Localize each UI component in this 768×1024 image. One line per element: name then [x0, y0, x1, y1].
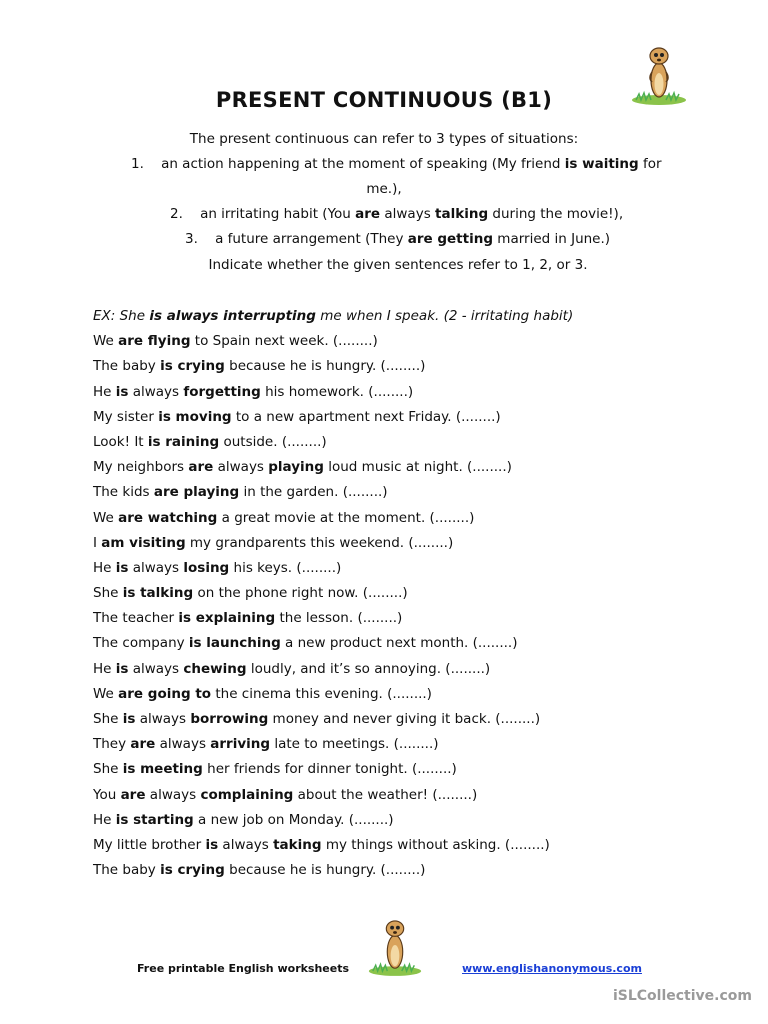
sentence-text: always	[128, 559, 184, 576]
sentence-text: always	[135, 711, 191, 727]
verb-phrase: is always interrupting	[149, 308, 316, 324]
verb-phrase: are going to	[118, 685, 212, 702]
sentence-text: He	[93, 383, 116, 400]
sentence-item	[93, 455, 713, 480]
sentence-text: We	[93, 509, 119, 526]
sentence-text: I	[93, 534, 102, 551]
sentence-text: Look! It	[93, 433, 148, 450]
intro-item-3	[185, 231, 725, 247]
sentence-text: always	[145, 786, 201, 803]
verb-phrase: are	[188, 459, 214, 476]
sentence-item	[93, 581, 713, 606]
verb-phrase: chewing	[183, 660, 247, 677]
footer-tagline: Free printable English worksheets	[137, 962, 350, 975]
sentence-text: in the garden. (........)	[239, 484, 388, 501]
item-2-bold-1: are	[355, 206, 381, 222]
sentence-text: always	[155, 736, 211, 753]
meerkat-footer-illustration	[367, 915, 423, 977]
intro-item-1	[131, 156, 691, 172]
sentence-text: She	[93, 711, 123, 727]
verb-phrase: losing	[183, 559, 230, 576]
verb-phrase: is starting	[115, 811, 194, 828]
verb-phrase: complaining	[200, 786, 294, 803]
verb-phrase: is talking	[122, 585, 194, 602]
watermark: iSLCollective.com	[612, 988, 752, 1004]
sentence-text: her friends for dinner tonight. (........)	[202, 761, 457, 778]
sentence-text: always	[128, 383, 184, 400]
sentence-text: The kids	[93, 484, 154, 501]
sentence-text: They	[93, 736, 131, 753]
sentence-text: because he is hungry. (........)	[224, 862, 426, 879]
verb-phrase: is crying	[160, 358, 225, 375]
verb-phrase: borrowing	[190, 711, 269, 727]
sentence-item	[93, 531, 713, 556]
sentence-text: about the weather! (........)	[293, 786, 478, 803]
item-2-bold-2: talking	[435, 206, 489, 222]
sentence-text: my things without asking. (........)	[321, 836, 550, 853]
sentence-item	[93, 657, 713, 682]
footer-website-link[interactable]: www.englishanonymous.com	[462, 962, 642, 975]
sentence-item	[93, 480, 713, 505]
sentence-text: on the phone right now. (........)	[193, 585, 408, 602]
example-sentence	[93, 304, 713, 329]
sentence-text: He	[93, 660, 116, 677]
sentence-item	[93, 858, 713, 883]
sentence-text: always	[128, 660, 184, 677]
item-3-text-c: married in June.)	[493, 231, 611, 247]
item-2-text-c: always	[380, 206, 436, 222]
sentence-item	[93, 556, 713, 581]
sentence-text: The baby	[93, 358, 161, 375]
verb-phrase: is meeting	[122, 761, 203, 778]
sentence-item	[93, 354, 713, 379]
verb-phrase: am visiting	[101, 534, 186, 551]
sentence-item	[93, 783, 713, 808]
sentence-item	[93, 682, 713, 707]
verb-phrase: are watching	[118, 509, 218, 526]
verb-phrase: is	[122, 711, 136, 727]
sentence-text: a new product next month. (........)	[280, 635, 518, 652]
sentence-item	[93, 707, 713, 732]
sentence-item	[93, 329, 713, 354]
sentence-text: a great movie at the moment. (........)	[217, 509, 475, 526]
verb-phrase: are	[130, 736, 156, 753]
verb-phrase: is raining	[147, 433, 220, 450]
sentence-text: outside. (........)	[219, 433, 327, 450]
sentence-text: You	[93, 786, 121, 803]
item-1-text-a: an action happening at the moment of speaking (My friend	[161, 156, 565, 172]
sentence-text: We	[93, 685, 119, 702]
sentence-text: late to meetings. (........)	[270, 736, 439, 753]
sentence-item	[93, 506, 713, 531]
sentence-text: to a new apartment next Friday. (........)	[231, 408, 501, 425]
sentence-text: me when I speak. (2 - irritating habit)	[315, 308, 574, 324]
intro-item-1-cont: me.),	[366, 181, 402, 197]
verb-phrase: arriving	[210, 736, 271, 753]
sentence-text: loudly, and it’s so annoying. (........)	[246, 660, 491, 677]
sentence-item	[93, 430, 713, 455]
item-2-text-a: an irritating habit (You	[200, 206, 356, 222]
sentence-item	[93, 757, 713, 782]
verb-phrase: is explaining	[178, 610, 276, 627]
verb-phrase: is crying	[160, 862, 225, 879]
sentence-text: his homework. (........)	[260, 383, 414, 400]
item-2-text-e: during the movie!),	[488, 206, 624, 222]
sentence-text: money and never giving it back. (........)	[268, 711, 541, 727]
verb-phrase: forgetting	[183, 383, 261, 400]
verb-phrase: is	[115, 383, 129, 400]
sentence-text: She	[93, 585, 123, 602]
sentence-item	[93, 606, 713, 631]
sentence-text: the lesson. (........)	[275, 610, 403, 627]
sentence-item	[93, 405, 713, 430]
sentence-item	[93, 631, 713, 656]
sentence-item	[93, 808, 713, 833]
verb-phrase: is	[205, 836, 219, 853]
sentence-text: the cinema this evening. (........)	[211, 685, 432, 702]
verb-phrase: are	[120, 786, 146, 803]
sentence-text: a new job on Monday. (........)	[193, 811, 394, 828]
sentence-text: He	[93, 811, 116, 828]
instruction: Indicate whether the given sentences refer to 1, 2, or 3.	[208, 257, 588, 273]
sentence-text: The company	[93, 635, 189, 652]
item-3-text-a: a future arrangement (They	[215, 231, 408, 247]
sentence-item	[93, 732, 713, 757]
verb-phrase: is moving	[158, 408, 232, 425]
sentence-text: EX: She	[93, 308, 150, 324]
item-1-bold: is waiting	[564, 156, 639, 172]
sentence-text: my grandparents this weekend. (........)	[185, 534, 454, 551]
sentence-text: The teacher	[93, 610, 179, 627]
verb-phrase: is launching	[188, 635, 281, 652]
verb-phrase: taking	[273, 836, 322, 853]
sentence-list	[93, 304, 713, 883]
item-2-number: 2.	[170, 206, 183, 222]
intro-lead: The present continuous can refer to 3 types of situations:	[189, 131, 579, 147]
page-title: PRESENT CONTINUOUS (B1)	[215, 88, 553, 112]
sentence-text: My little brother	[93, 836, 206, 853]
item-3-number: 3.	[185, 231, 198, 247]
sentence-text: because he is hungry. (........)	[224, 358, 426, 375]
sentence-text: My neighbors	[93, 459, 189, 476]
sentence-text: My sister	[93, 408, 159, 425]
sentence-text: The baby	[93, 862, 161, 879]
intro-item-2	[170, 206, 730, 222]
verb-phrase: is	[115, 559, 129, 576]
verb-phrase: are playing	[153, 484, 240, 501]
sentence-text: He	[93, 559, 116, 576]
sentence-item	[93, 833, 713, 858]
verb-phrase: playing	[268, 459, 324, 476]
sentence-text: loud music at night. (........)	[323, 459, 512, 476]
item-3-bold: are getting	[407, 231, 493, 247]
item-1-number: 1.	[131, 156, 144, 172]
sentence-text: always	[213, 459, 269, 476]
verb-phrase: are flying	[118, 333, 191, 350]
sentence-text: always	[218, 836, 274, 853]
verb-phrase: is	[115, 660, 129, 677]
sentence-text: She	[93, 761, 123, 778]
sentence-item	[93, 380, 713, 405]
sentence-text: We	[93, 333, 119, 350]
sentence-text: his keys. (........)	[229, 559, 342, 576]
item-1-text-c: for	[638, 156, 662, 172]
sentence-text: to Spain next week. (........)	[190, 333, 378, 350]
